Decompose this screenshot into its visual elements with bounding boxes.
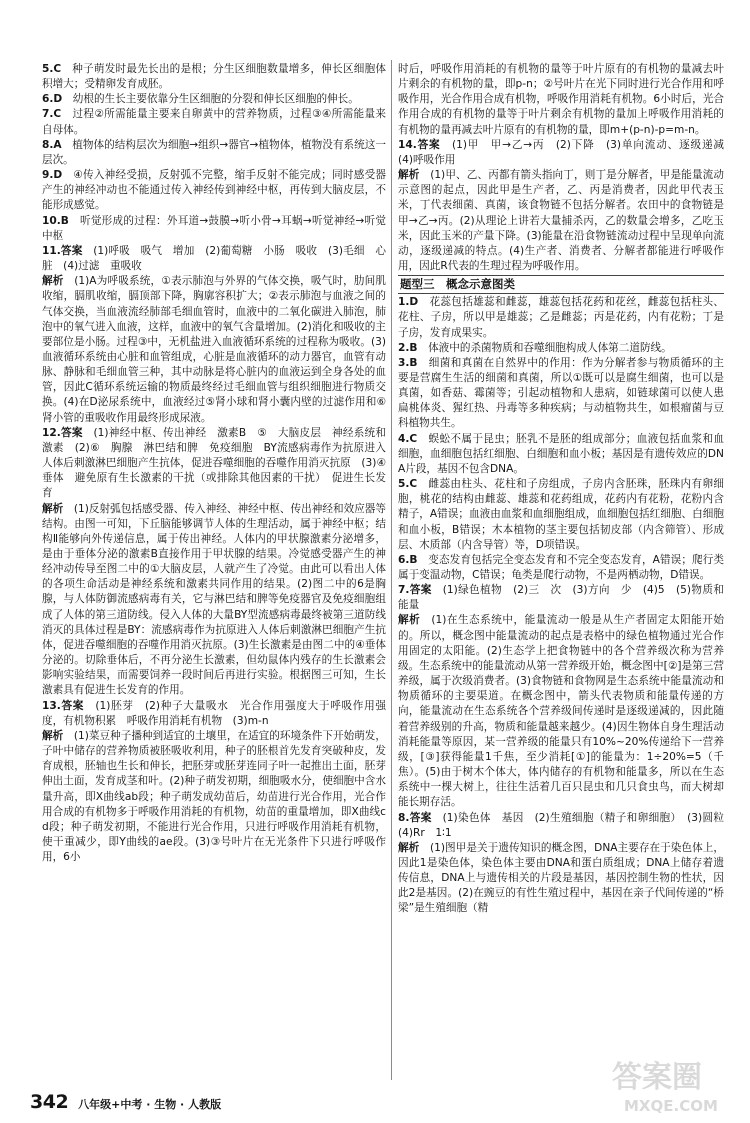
answer-label: 3.B xyxy=(398,356,418,369)
answer-item xyxy=(42,729,386,865)
answer-item xyxy=(42,214,386,244)
answer-label: 14.答案 xyxy=(398,138,441,151)
answer-item xyxy=(398,841,724,917)
answer-item xyxy=(398,811,735,841)
answer-text: 细菌和真菌在自然界中的作用：作为分解者参与物质循环的主要是营腐生生活的细菌和真菌，所以①既可以是腐生细菌，也可以是真菌，如香菇、霉菌等；引起动植物和人患病，如链球菌可以使人患扁桃体炎、猩红热、丹毒等多种疾病；与动植物共生，如根瘤菌与豆科植物共生。 xyxy=(398,356,725,430)
answer-label: 9.D xyxy=(42,169,63,182)
answer-label: 4.C xyxy=(398,432,418,445)
answer-label: 8.答案 xyxy=(398,811,432,824)
answer-text: (1)反射弧包括感受器、传入神经、神经中枢、传出神经和效应器等结构。由图一可知，下丘脑能够调节人体的生理活动，属于神经中枢；结构Ⅱ能够向外传递信息，属于传出神经。人体内的甲状腺激素分泌增多，是由于垂体分泌的激素B直接作用于甲状腺的结果。冷觉感受器产生的神经冲动传导至图二中的①大脑皮层，人就产生了冷觉。由此可以看出人体的各项生命活动是神经系统和激素共同作用的结果。(2)图二中的6是胸腺，与人体防御流感病毒有关，它与淋巴结和脾等免疫器官及免疫细胞组成了人体的第三道防线。侵入人体的大量BY型流感病毒最终被第三道防线消灭的具体过程是BY：流感病毒作为抗原进入人体后刺激淋巴细胞产生抗体，促进吞噬细胞的吞噬作用消灭抗原。(3)生长激素是由图二中的④垂体分泌的。切除垂体后，不再分泌生长激素，但幼鼠体内残存的生长激素会影响实验结果，而需要饲养一段时间后再进行实验。根据图三可知，生长激素具有促进生长发育的作用。 xyxy=(42,502,387,697)
answer-text: 体液中的杀菌物质和吞噬细胞构成人体第二道防线。 xyxy=(428,341,672,354)
answer-text: (1)图甲是关于遗传知识的概念图，DNA主要存在于染色体上，因此1是染色体，染色体主要由DNA和蛋白质组成；DNA上储存着遗传信息，DNA上与遗传相关的片段是基因，基因控制生物的性状，因此2是基因。(2)在豌豆的有性生殖过程中，基因在亲子代间传递的“桥梁”是生殖细胞（精 xyxy=(398,841,725,915)
answer-label: 6.B xyxy=(398,553,418,566)
answer-item xyxy=(398,62,724,138)
answer-item xyxy=(42,107,386,137)
answer-item xyxy=(42,62,386,92)
right-column-bottom xyxy=(398,295,735,916)
answer-text: (1)A为呼吸系统，①表示肺泡与外界的气体交换，吸气时，肋间肌收缩，膈肌收缩，膈顶部下降，胸廓容积扩大；②表示肺泡与血液之间的气体交换，当血液流经肺部毛细血管时，血液中的二氧化碳进入肺泡，肺泡中的氧气进入血液，这样，血液中的氧气含量增加。(2)消化和吸收的主要部位是小肠。过程③中，无机盐进入血液循环系统的过程称为吸收。(3)血液循环系统由心脏和血管组成，心脏是血液循环的动力器官，血管有动脉、静脉和毛细血管三种，其中动脉是将心脏内的血液运到全身各处的血管，因此C循环系统运输的物质最终经过毛细血管与组织细胞进行物质交换。(4)在D泌尿系统中，血液经过⑤肾小球和肾小囊内壁的过滤作用和⑥肾小管的重吸收作用最终形成尿液。 xyxy=(42,275,387,424)
right-column xyxy=(398,62,735,1080)
answer-item xyxy=(398,477,724,553)
answer-item xyxy=(42,244,386,274)
answer-label: 解析 xyxy=(42,502,64,515)
answer-label: 10.B xyxy=(42,214,69,227)
answer-item xyxy=(398,295,724,340)
answer-text: 幼根的生长主要依靠分生区细胞的分裂和伸长区细胞的伸长。 xyxy=(72,93,359,106)
answer-item xyxy=(42,138,386,168)
answer-text: (1)甲、乙、丙都有箭头指向丁，则丁是分解者，甲是能量流动示意图的起点，因此甲是生产者，乙、丙是消费者，因此甲代表玉米，丁代表细菌、真菌，该食物链不包括分解者。农田中的食物链是甲→乙→丙。(2)从理论上讲若大量捕杀丙，乙的数量会增多，乙吃玉米，因此玉米的产量下降。(3)能量在沿食物链流动过程中呈现单向流动，逐级递减的特点。(4)生产者、消费者、分解者都能进行呼吸作用，因此R代表的生理过程为呼吸作用。 xyxy=(398,169,725,273)
answer-item xyxy=(42,92,386,107)
page-footer xyxy=(30,1091,221,1113)
answer-label: 11.答案 xyxy=(42,244,83,257)
answer-item xyxy=(398,138,735,168)
answer-text: 变态发育包括完全变态发育和不完全变态发育，A错误；爬行类属于变温动物，C错误；龟类是爬行动物，不是两栖动物，D错误。 xyxy=(398,553,724,581)
answer-label: 解析 xyxy=(398,169,420,182)
answer-item xyxy=(398,613,724,810)
answer-text: 蜈蚣不属于昆虫；胚乳不是胚的组成部分；血液包括血浆和血细胞，血细胞包括红细胞、白细胞和血小板；基因是有遗传效应的DNA片段，基因不包含DNA。 xyxy=(398,432,725,475)
watermark-url: MXQE.COM xyxy=(624,1097,718,1115)
answer-label: 解析 xyxy=(398,614,421,627)
answer-text: (1)胚芽 (2)种子大量吸水 光合作用强度大于呼吸作用强度，有机物积累 呼吸作用消耗有机物 (3)m-n xyxy=(42,699,386,727)
answer-item xyxy=(42,502,386,699)
answer-text: (1)绿色植物 (2)三 次 (3)方向 少 (4)5 (5)物质和能量 xyxy=(398,584,724,612)
answer-label: 5.C xyxy=(398,478,418,491)
column-divider xyxy=(391,60,392,1080)
answer-text: 花蕊包括雄蕊和雌蕊，雄蕊包括花药和花丝，雌蕊包括柱头、花柱、子房，所以甲是雄蕊；乙是雌蕊；丙是花药，内有花粉；丁是子房，发育成果实。 xyxy=(398,296,724,339)
answer-label: 5.C xyxy=(42,63,62,75)
answer-label: 2.B xyxy=(398,341,418,354)
answer-text: (1)甲 甲→乙→丙 (2)下降 (3)单向流动、逐级递减 (4)呼吸作用 xyxy=(398,138,735,166)
answer-item xyxy=(398,432,724,477)
answer-text: 种子萌发时最先长出的是根；分生区细胞数量增多，伸长区细胞体积增大；受精卵发育成胚。 xyxy=(42,63,386,91)
answer-label: 1.D xyxy=(398,296,419,309)
answer-text: 过程②所需能量主要来自卵黄中的营养物质，过程③④所需能量来自母体。 xyxy=(42,108,386,136)
answer-label: 解析 xyxy=(398,841,420,854)
right-column-top xyxy=(398,62,735,274)
answer-text: 植物体的结构层次为细胞→组织→器官→植物体，植物没有系统这一层次。 xyxy=(42,138,386,166)
answer-text: (1)在生态系统中，能量流动一般是从生产者固定太阳能开始的。所以，概念图中能量流动的起点是表格中的绿色植物通过光合作用固定的太阳能。(2)生态学上把食物链中的各个营养级次称为营养级。生态系统中的能量流动从第一营养级开始，概念图中[②]是第三营养级，属于次级消费者。(3)食物链和食物网是生态系统中能量流动和物质循环的主要渠道。在概念图中，箭头代表物质和能量传递的方向，能量流动在生态系统各个营养级间传递时是逐级递减的，因此随着营养级别的升高，物质和能量越来越少。(4)因生物体自身生理活动消耗能量等原因，某一营养级的能量只有10%~20%传递给下一营养级，[③]获得能量1千焦，至少消耗[①]的能量为：1÷20%=5（千焦）。(5)由于树木个体大，体内储存的有机物和能量多，所以在生态系统中一棵大树上，往往生活着几百只昆虫和几只食虫鸟，而大树却能长期存活。 xyxy=(398,614,724,809)
answer-label: 8.A xyxy=(42,138,62,151)
answer-text: 雌蕊由柱头、花柱和子房组成，子房内含胚珠，胚珠内有卵细胞，桃花的结构由雌蕊、雄蕊和花药组成，花药内有花粉，花粉内含精子，A错误；血液由血浆和血细胞组成，血细胞包括红细胞、白细胞和血小板，B错误；木本植物的茎主要包括韧皮部（内含筛管）、形成层、木质部（内含导管）等，D项错误。 xyxy=(398,478,725,551)
watermark-logo-text: 答案圈 xyxy=(612,1060,702,1095)
page-number: 342 xyxy=(30,1091,69,1113)
answer-text: 听觉形成的过程：外耳道→鼓膜→听小骨→耳蜗→听觉神经→听觉中枢 xyxy=(42,214,386,242)
answer-text: (1)染色体 基因 (2)生殖细胞（精子和卵细胞） (3)圆粒 (4)Rr 1∶1 xyxy=(398,811,735,839)
answer-label: 13.答案 xyxy=(42,699,85,712)
answer-label: 解析 xyxy=(42,729,64,742)
answer-text: (1)菜豆种子播种到适宜的土壤里，在适宜的环境条件下开始萌发，子叶中储存的营养物质被胚吸收利用，种子的胚根首先发育突破种皮，发育成根，胚轴也生长和伸长，把胚芽或胚芽连同子叶一起推出土面，胚芽伸出土面，发育成茎和叶。(2)种子萌发初期，细胞吸水分，使细胞中含水量升高，即X曲线ab段；种子萌发成幼苗后，幼苗进行光合作用，光合作用合成的有机物多于呼吸作用消耗的有机物，幼苗的重量增加，即X曲线cd段；种子萌发初期，不能进行光合作用，只进行呼吸作用消耗有机物，使干重减少，即Y曲线的ae段。(3)③号叶片在无光条件下只进行呼吸作用，6小 xyxy=(42,729,387,864)
left-column xyxy=(42,62,397,1080)
answer-item xyxy=(398,168,724,274)
answer-text: (1)呼吸 吸气 增加 (2)葡萄糖 小肠 吸收 (3)毛细 心脏 (4)过滤 重吸收 xyxy=(42,244,386,273)
answer-item xyxy=(398,583,724,613)
watermark-logo xyxy=(610,1055,740,1117)
answer-item xyxy=(42,274,386,426)
answer-label: 解析 xyxy=(42,275,64,288)
answer-item xyxy=(398,341,724,356)
section-title: 题型三 概念示意图类 xyxy=(398,275,724,294)
answer-label: 7.答案 xyxy=(398,584,432,597)
answer-text: (1)神经中枢、传出神经 激素B ⑤ 大脑皮层 神经系统和激素 (2)⑥ 胸腺 淋巴结和脾 免疫细胞 BY流感病毒作为抗原进入人体后刺激淋巴细胞产生抗体，促进吞噬细胞的吞噬作用消灭抗原 (3)④ 垂体 避免原有生长激素的干扰（或排除其他因素的干扰） 促进生长发育 xyxy=(42,426,397,500)
answer-label: 12.答案 xyxy=(42,426,83,439)
answer-item xyxy=(398,553,724,583)
answer-text: 时后，呼吸作用消耗的有机物的量等于叶片原有的有机物的量减去叶片剩余的有机物的量，即p-n；②号叶片在光下同时进行光合作用和呼吸作用，光合作用合成有机物，呼吸作用消耗有机物。6小时后，光合作用合成的有机物的量等于叶片剩余有机物的量加上呼吸作用消耗的有机物的量再减去叶片原有的有机物的量，即m+(p-n)-p=m-n。 xyxy=(398,63,724,136)
answer-text: ④传入神经受损，反射弧不完整，缩手反射不能完成；同时感受器产生的神经冲动也不能通过传入神经传到神经中枢，再传到大脑皮层，不能形成感觉。 xyxy=(42,169,387,212)
answer-label: 7.C xyxy=(42,108,62,121)
book-title: 八年级+中考 · 生物 · 人教版 xyxy=(78,1098,222,1111)
answer-item xyxy=(42,426,397,502)
answer-item xyxy=(398,356,724,432)
answer-item xyxy=(42,168,386,213)
answer-item xyxy=(42,699,386,729)
answer-label: 6.D xyxy=(42,93,63,106)
